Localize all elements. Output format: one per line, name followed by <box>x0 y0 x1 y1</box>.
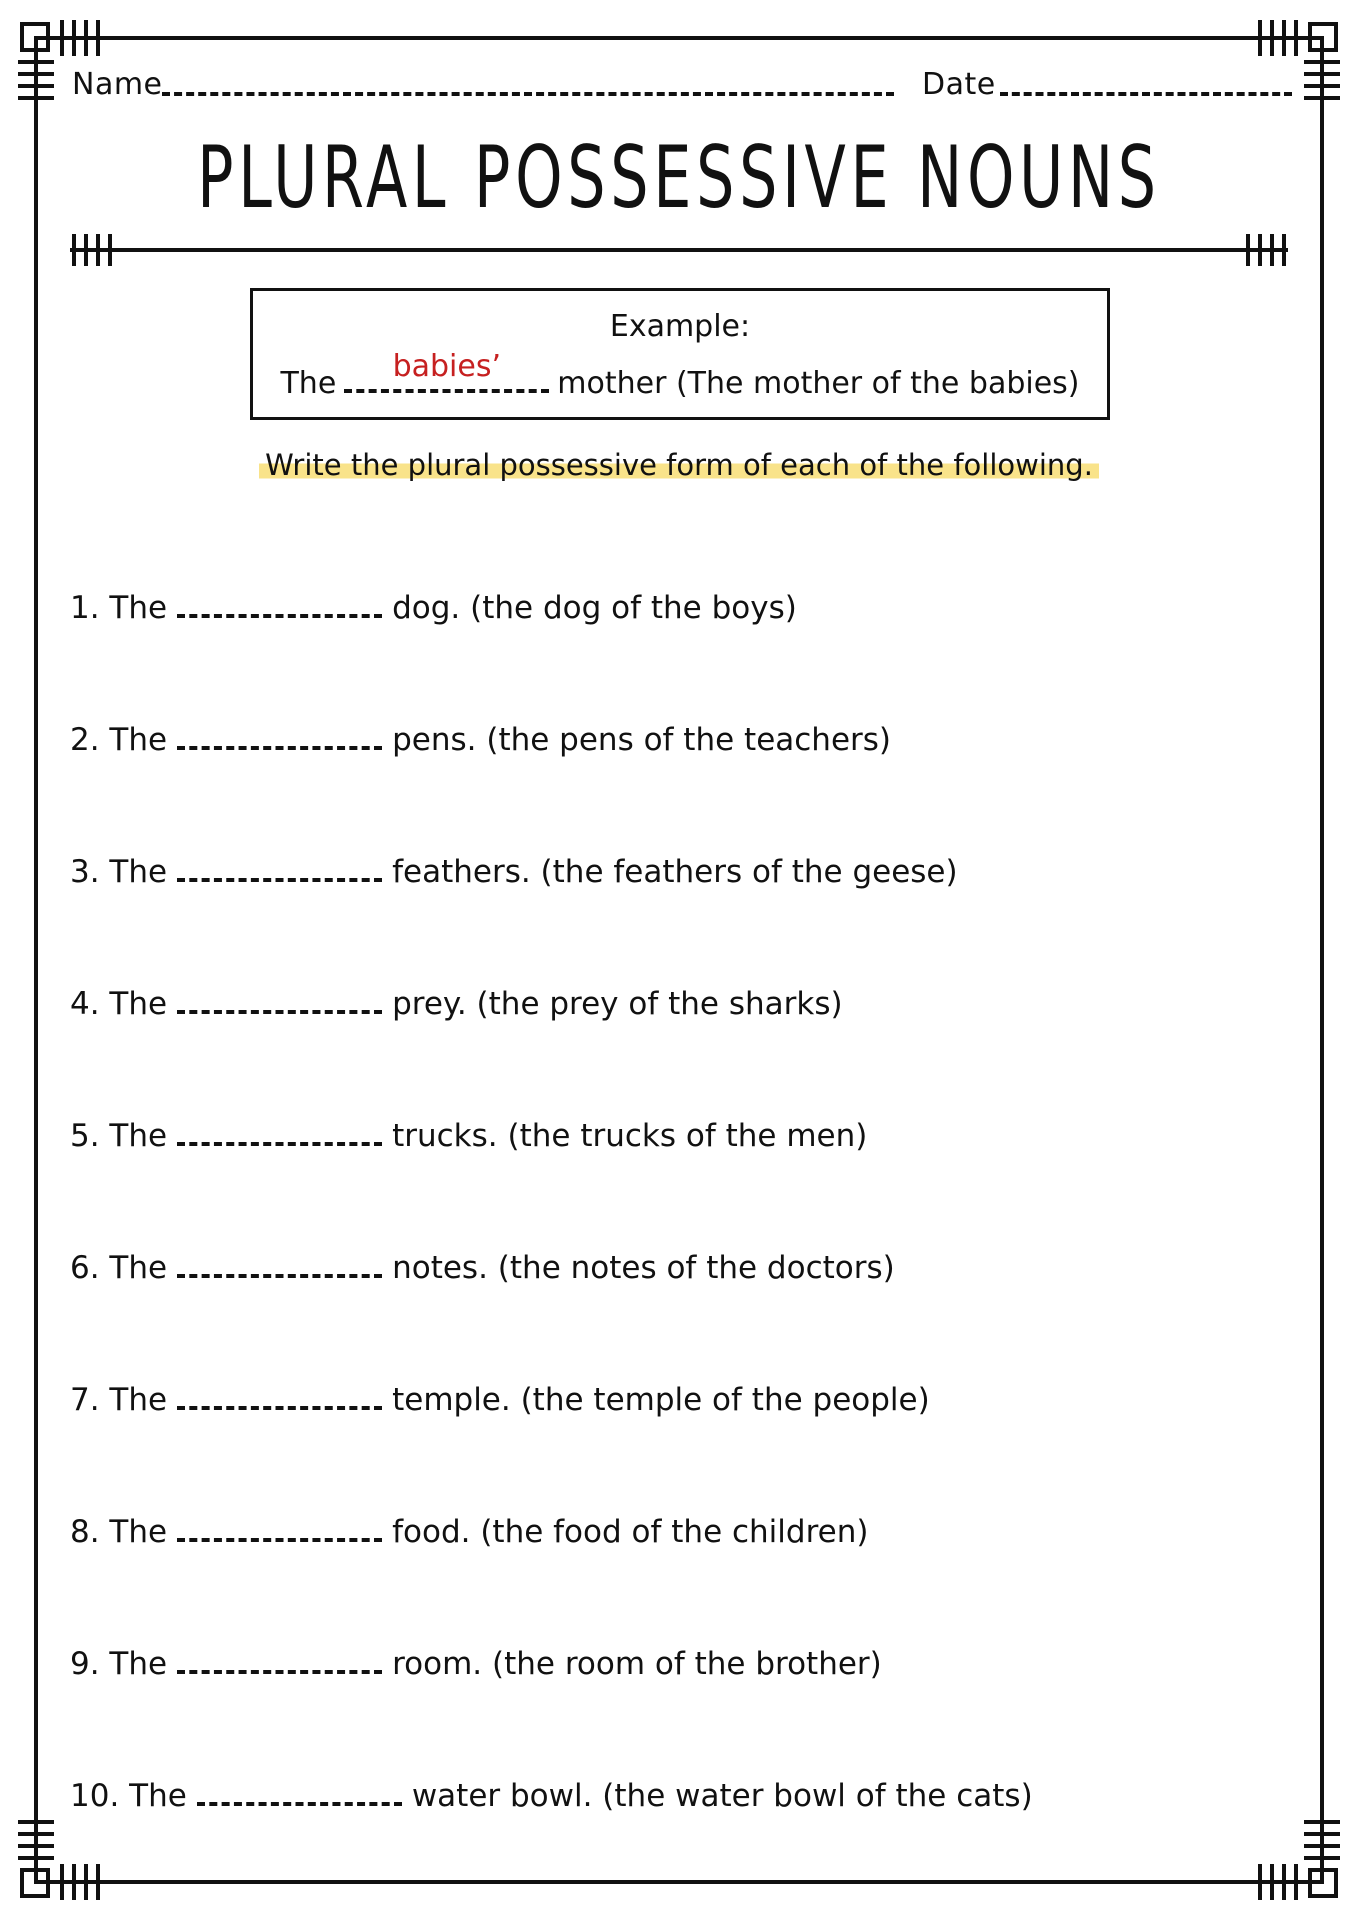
question-text: trucks. (the trucks of the men) <box>392 1118 868 1154</box>
question-5 <box>70 1116 867 1156</box>
answer-blank[interactable] <box>177 724 382 750</box>
question-2 <box>70 720 891 760</box>
question-6 <box>70 1248 895 1288</box>
answer-blank[interactable] <box>177 856 382 882</box>
example-sentence <box>253 349 1107 402</box>
question-3 <box>70 852 958 892</box>
answer-blank[interactable] <box>177 1120 382 1146</box>
name-field[interactable] <box>162 92 894 96</box>
answer-blank[interactable] <box>177 988 382 1014</box>
question-number: 3. The <box>70 854 168 890</box>
answer-blank[interactable] <box>177 592 382 618</box>
question-text: water bowl. (the water bowl of the cats) <box>411 1778 1033 1814</box>
example-suffix: mother (The mother of the babies) <box>557 366 1080 401</box>
question-text: room. (the room of the brother) <box>392 1646 882 1682</box>
example-answer: babies’ <box>392 349 501 384</box>
question-text: feathers. (the feathers of the geese) <box>392 854 958 890</box>
question-number: 10. The <box>70 1778 187 1814</box>
example-heading: Example: <box>609 309 751 344</box>
question-text: dog. (the dog of the boys) <box>392 590 797 626</box>
answer-blank[interactable] <box>177 1648 382 1674</box>
question-number: 9. The <box>70 1646 168 1682</box>
question-9 <box>70 1644 882 1684</box>
question-text: temple. (the temple of the people) <box>392 1382 930 1418</box>
question-number: 8. The <box>70 1514 168 1550</box>
question-10 <box>70 1776 1033 1816</box>
question-number: 1. The <box>70 590 168 626</box>
question-number: 2. The <box>70 722 168 758</box>
worksheet-title: PLURAL POSSESSIVE NOUNS <box>197 128 1161 228</box>
answer-blank[interactable] <box>177 1252 382 1278</box>
question-number: 7. The <box>70 1382 168 1418</box>
question-text: food. (the food of the children) <box>392 1514 869 1550</box>
answer-blank[interactable] <box>177 1516 382 1542</box>
answer-blank[interactable] <box>197 1780 402 1806</box>
question-text: prey. (the prey of the sharks) <box>392 986 843 1022</box>
example-prefix: The <box>280 366 337 401</box>
question-number: 5. The <box>70 1118 168 1154</box>
question-text: pens. (the pens of the teachers) <box>392 722 892 758</box>
example-blank <box>344 349 549 393</box>
example-box <box>250 288 1110 420</box>
date-field[interactable] <box>1000 92 1292 96</box>
question-7 <box>70 1380 930 1420</box>
instruction-wrap <box>0 448 1358 482</box>
name-label: Name <box>72 67 163 102</box>
answer-blank[interactable] <box>177 1384 382 1410</box>
date-label: Date <box>922 67 996 102</box>
question-1 <box>70 588 797 628</box>
question-4 <box>70 984 843 1024</box>
instruction-text: Write the plural possessive form of each of the following. <box>259 448 1099 482</box>
question-number: 4. The <box>70 986 168 1022</box>
question-text: notes. (the notes of the doctors) <box>392 1250 895 1286</box>
question-number: 6. The <box>70 1250 168 1286</box>
question-8 <box>70 1512 868 1552</box>
